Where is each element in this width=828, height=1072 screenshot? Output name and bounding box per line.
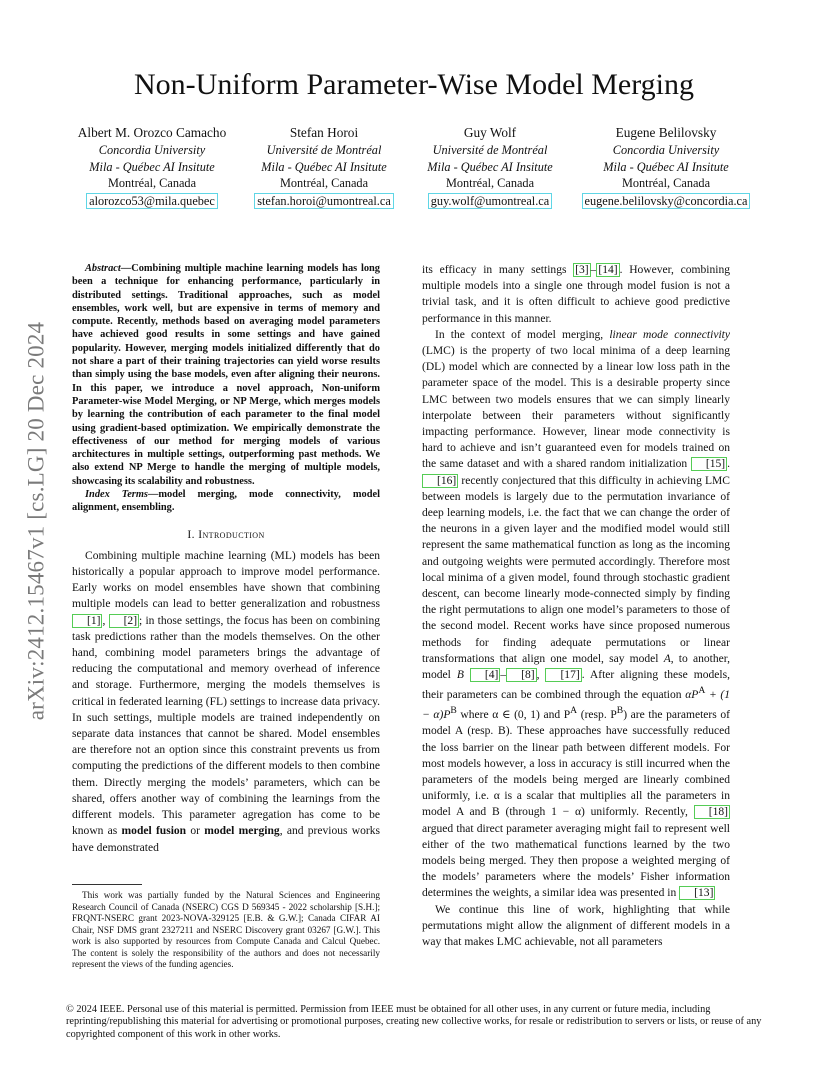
author-name: Stefan Horoi (289, 125, 359, 140)
author-list (66, 124, 762, 209)
citation-link[interactable]: [15] (691, 457, 727, 471)
keyword: model merging (204, 825, 280, 838)
index-terms (72, 488, 380, 515)
author-block (66, 124, 238, 209)
author-email-link[interactable]: eugene.belilovsky@concordia.ca (582, 193, 751, 209)
citation-link[interactable]: [3] (575, 264, 589, 276)
intro-paragraph: Combining multiple machine learning (ML) models has been historically a popular approach to improve model performance. Early works on model ensembles have shown that combining multiple models can lead to better generalization and robustness [1] , [2] ; in those settings, the focus has been on combining task predictions rather than the models themselves. On the other hand, combining model parameters brings the advantage of reducing the computational and memory overhead of inference and storage. Furthermore, merging the models themselves is critical in federated learning (FL) settings to increase data privacy. In such settings, multiple models are trained independently on separate data instances that cannot be shared. Model ensembles are therefore not an option since this constraint prevents us from computing the predictions of the different models to then combine them. Directly merging the models’ parameters, which can be shared, offers another way of combining the learnings from the different models. This parameter agregation has come to be known as model fusion or model merging, and previous works have demonstrated (72, 549, 380, 854)
citation-link[interactable]: [17] (545, 668, 581, 682)
section-heading: I. Introduction (187, 527, 265, 541)
body-paragraph: its efficacy in many settings [3] – [14] . However, combining multiple models into a single one through model fusion is not a trivial task, and it is often difficult to achieve good predictive performance in this manner. (422, 264, 730, 325)
citation-link[interactable]: [4] (470, 668, 500, 682)
citation-link[interactable]: [2] (109, 614, 139, 628)
author-block (238, 124, 410, 209)
author-name: Guy Wolf (463, 125, 517, 140)
author-affiliation: Concordia University (612, 143, 720, 157)
body-paragraph: We continue this line of work, highlighting that while permutations might allow the alignment of different models in a way that makes LMC achievable, not all parameters (422, 903, 730, 949)
author-affiliation: Mila - Québec AI Insitute (261, 159, 387, 174)
author-email-link[interactable]: stefan.horoi@umontreal.ca (254, 193, 394, 209)
author-affiliation: Concordia University (98, 143, 206, 157)
index-terms-text: —model merging, mode connectivity, model alignment, ensembling. (72, 489, 380, 514)
author-location: Montréal, Canada (279, 176, 369, 191)
author-email-link[interactable]: guy.wolf@umontreal.ca (428, 193, 552, 209)
author-block (570, 124, 762, 209)
abstract-text: —Combining multiple machine learning models has long been a technique for enhancing performance, particularly in distributed settings. Traditional approaches, such as model ensembles, work well, but are expensive in terms of memory and compute. Recently, methods based on averaging model parameters have achieved good results in some settings and have gained popularity. However, merging models initialized differently that do not share a part of their training trajectories can yield worse results than simply using the base models, even after aligning their neurons. In this paper, we introduce a novel approach, Non-uniform Parameter-wise Model Merging, or NP Merge, which merges models by learning the contribution of each parameter to the final model using gradient-based optimization. We empirically demonstrate the effectiveness of our method for merging models of various architectures in multiple settings, outperforming past methods. We also extend NP Merge to handle the merging of multiple models, showcasing its scalability and robustness. (72, 263, 380, 487)
citation-link[interactable]: [8] (506, 668, 536, 682)
abstract (72, 262, 380, 488)
author-name: Eugene Belilovsky (615, 125, 717, 140)
emphasis: linear mode connectivity (609, 328, 730, 341)
paper-title: Non-Uniform Parameter-Wise Model Merging (134, 68, 694, 101)
author-affiliation: Université de Montréal (266, 143, 382, 157)
left-column (72, 262, 380, 856)
citation-link[interactable]: [16] (422, 474, 458, 488)
author-affiliation: Université de Montréal (432, 143, 548, 157)
keyword: model fusion (121, 825, 187, 838)
right-column (422, 262, 730, 950)
equation: αP (685, 689, 699, 702)
copyright-notice: © 2024 IEEE. Personal use of this material is permitted. Permission from IEEE must be obtained for all other uses, in any current or future media, including reprinting/republishing this material for advertising or promotional purposes, creating new collective works, for resale or redistribution to servers or lists, or reuse of any copyrighted component of this work in other works. (66, 1004, 762, 1040)
author-block (410, 124, 570, 209)
author-location: Montréal, Canada (445, 176, 535, 191)
author-affiliation: Mila - Québec AI Insitute (427, 159, 553, 174)
author-affiliation: Mila - Québec AI Insitute (603, 159, 729, 174)
author-name: Albert M. Orozco Camacho (77, 125, 227, 140)
footnote-rule (72, 884, 142, 885)
arxiv-identifier: arXiv:2412.15467v1 [cs.LG] 20 Dec 2024 (23, 321, 48, 721)
author-location: Montréal, Canada (621, 176, 711, 191)
footnote (72, 884, 380, 971)
body-paragraph: In the context of model merging, linear mode connectivity (LMC) is the property of two local minima of a deep learning (DL) model which are connected by a linear low loss path in the parameter space of the model. This is a desirable property since LMC between two models ensures that we can simply linearly interpolate between their parameters without significantly impacting performance. However, linear mode connectivity is hard to achieve and isn’t guaranteed even for models trained on the same dataset and with a shared random initialization [15] . [16] recently conjectured that this difficulty in achieving LMC between models is largely due to the permutation invariance of deep learning models, i.e. the fact that we can change the order of the neurons in a given layer and the modified model would still represent the same mathematical function as long as the incoming and outgoing weights were permuted accordingly. Therefore most local minima of a given model, found through stochastic gradient descent, can become linearly mode-connected simply by finding the right permutations to align one model’s parameters to those of the second model. Recent works have since proposed numerous methods for finding adequate permutations or linear transformations that align one model, say model A, to another, model B [4] – [8] , [17] . After aligning these models, their parameters can be combined through the equation $\alpha P^A + (1 - \alpha)P^B$ where α ∈ (0, 1) and $P^A$ (resp. $P^B$) are the parameters of model A (resp. B). These approaches have successfully reduced the loss barrier on the linear path between different models. For most models however, a loss in accuracy is still incurred when the parameters of the models being merged are linearly combined uniformly, i.e. α is a scalar that multiplies all the parameters in model A and B (through 1 − α) uniformly. Recently, [18] argued that direct parameter averaging might fail to represent well either of the two mathematical functions learned by the two models being merged. They then propose a weighted merging of the models’ parameters where the models’ Fisher information determines the weights, a similar idea was presented in [13] (422, 328, 730, 900)
citation-link[interactable]: [1] (72, 614, 102, 628)
citation-link[interactable]: [18] (694, 805, 730, 819)
citation-link[interactable]: [14] (598, 264, 618, 276)
author-location: Montréal, Canada (107, 176, 197, 191)
index-terms-label: Index Terms (85, 489, 148, 501)
citation-link[interactable]: [13] (679, 886, 715, 900)
abstract-label: Abstract (85, 263, 121, 274)
author-email-link[interactable]: alorozco53@mila.quebec (86, 193, 218, 209)
author-affiliation: Mila - Québec AI Insitute (89, 159, 215, 174)
footnote-text: This work was partially funded by the Natural Sciences and Engineering Research Council of Canada (NSERC) CGS D 569345 - 2022 scholarship [S.H.]; FRQNT-NSERC grant 2023-NOVA-329125 [E.B. & G.W.]; Canada CIFAR AI Chair, NSF DMS grant 2327211 and NSERC Discovery grant 03267 [G.W.]. This work is also supported by resources from Compute Canada and Calcul Quebec. The content is solely the responsibility of the authors and does not necessarily represent the views of the funding agencies. (72, 890, 380, 969)
